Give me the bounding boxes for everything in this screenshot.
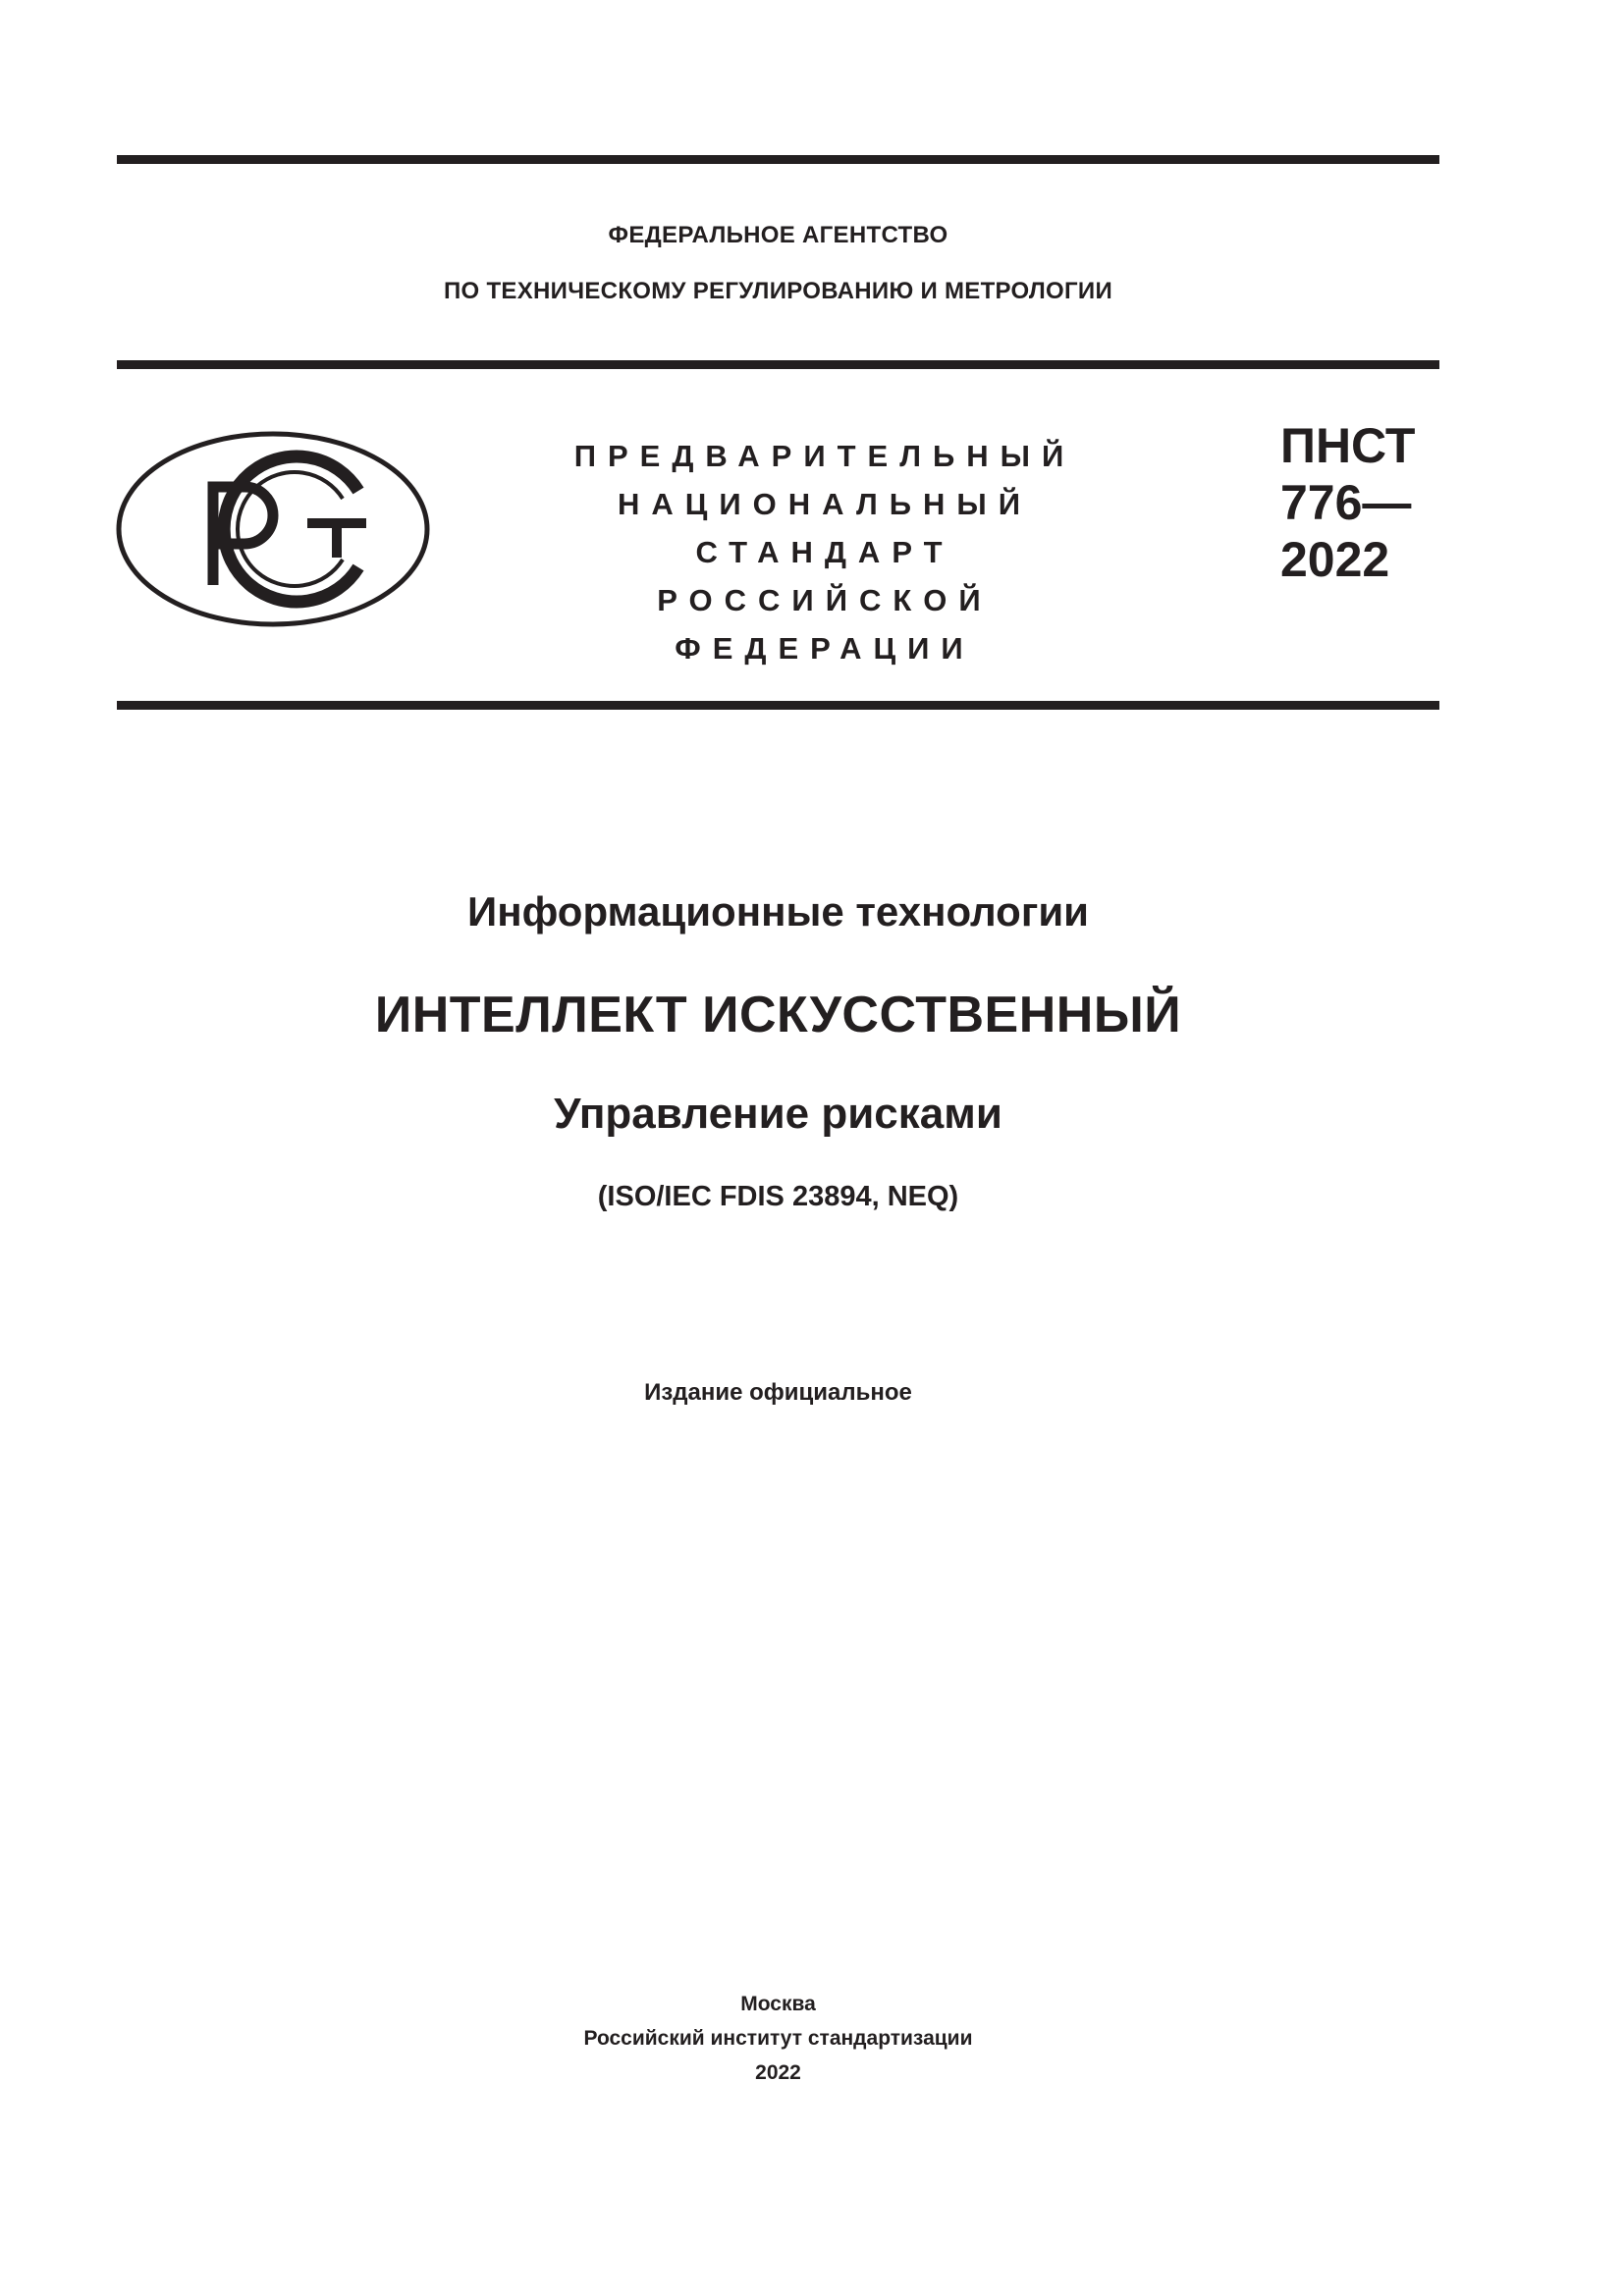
standard-number-prefix: ПНСТ [1280,418,1416,473]
top-rule [117,155,1439,164]
edition-label: Издание официальное [644,1379,912,1406]
agency-name-line-2: ПО ТЕХНИЧЕСКОМУ РЕГУЛИРОВАНИЮ И МЕТРОЛОГИИ [443,278,1113,304]
standard-type-line: ПРЕДВАРИТЕЛЬНЫЙ [573,439,1076,473]
standard-number [1280,417,1415,588]
international-reference: (ISO/IEC FDIS 23894, NEQ) [597,1181,959,1212]
standard-type-block [550,432,1100,672]
imprint [117,1987,1439,2090]
standard-number-code: 776— [1280,475,1412,530]
standard-type-line: РОССИЙСКОЙ [657,583,993,617]
standard-type-line: ФЕДЕРАЦИИ [675,631,975,666]
imprint-publisher: Российский институт стандартизации [583,2027,973,2050]
header-bottom-rule [117,701,1439,710]
agency-name-line-1: ФЕДЕРАЛЬНОЕ АГЕНТСТВО [608,222,948,248]
imprint-year: 2022 [755,2061,801,2084]
document-subtitle: Управление рисками [554,1090,1002,1138]
standard-number-year: 2022 [1280,532,1390,587]
standard-type-line: СТАНДАРТ [695,535,954,569]
standard-type-line: НАЦИОНАЛЬНЫЙ [617,487,1033,521]
gost-r-mark-icon [115,430,431,628]
document-subject: Информационные технологии [467,888,1089,934]
header-rule [117,360,1439,369]
imprint-city: Москва [740,1993,816,2015]
document-title: ИНТЕЛЛЕКТ ИСКУССТВЕННЫЙ [374,987,1182,1043]
